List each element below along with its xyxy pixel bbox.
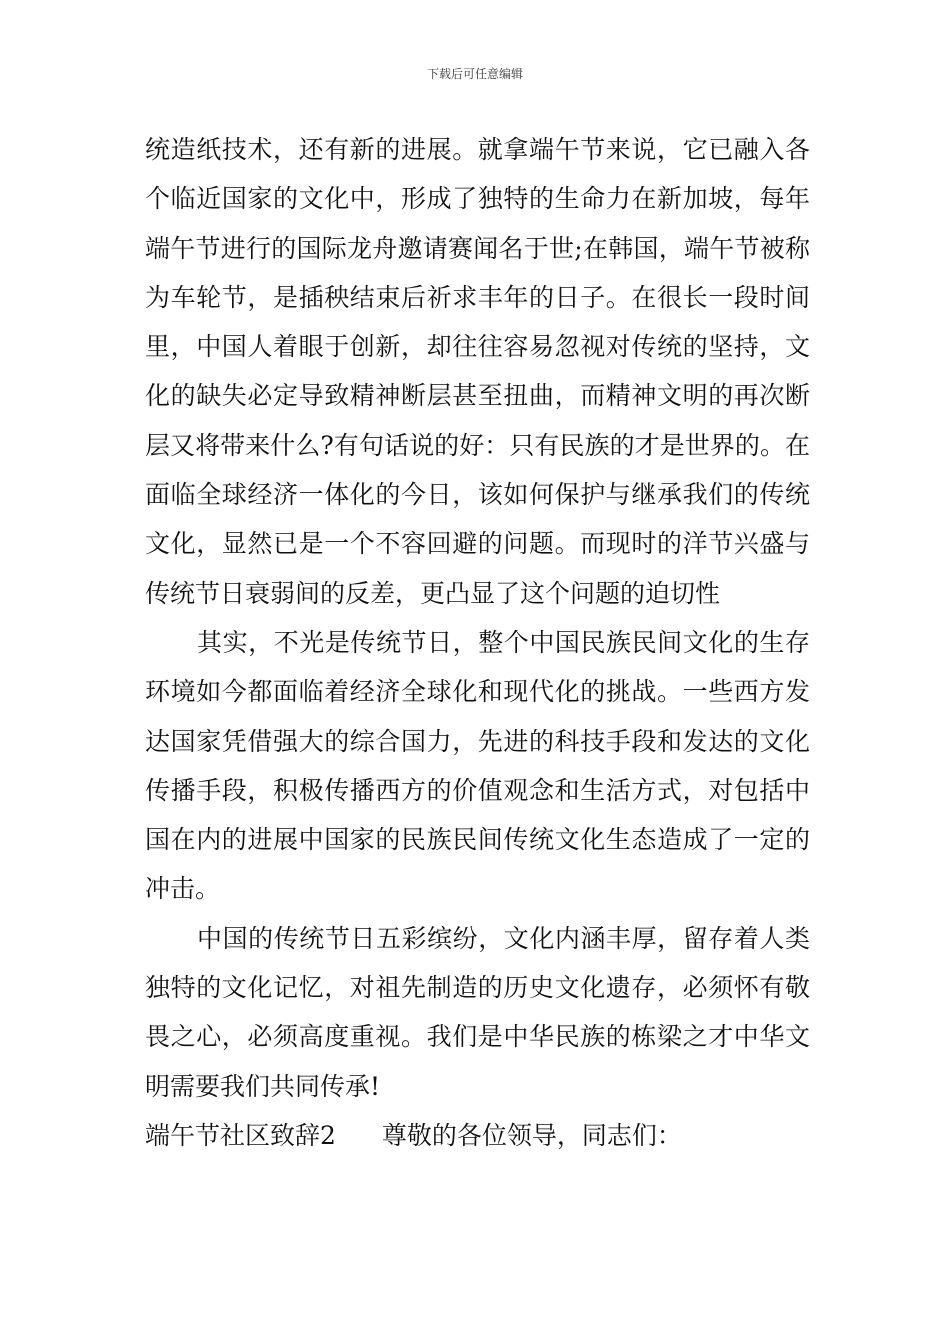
paragraph-conclusion: 中国的传统节日五彩缤纷，文化内涵丰厚，留存着人类独特的文化记忆，对祖先制造的历史文化遗存，必须怀有敬畏之心，必须高度重视。我们是中华民族的栋梁之才中华文明需要我们共同传承!	[145, 923, 810, 1101]
paragraph-globalization: 其实，不光是传统节日，整个中国民族民间文化的生存环境如今都面临着经济全球化和现代化的挑战。一些西方发达国家凭借强大的综合国力，先进的科技手段和发达的文化传播手段，积极传播西方的价值观念和生活方式，对包括中国在内的进展中国家的民族民间传统文化生态造成了一定的冲击。	[145, 627, 810, 904]
section-title: 端午节社区致辞2	[145, 1120, 336, 1150]
section-greeting: 尊敬的各位领导，同志们：	[381, 1120, 682, 1150]
section-heading-line	[145, 1111, 810, 1160]
paragraph-continuation: 统造纸技术，还有新的进展。就拿端午节来说，它已融入各个临近国家的文化中，形成了独特的生命力在新加坡，每年端午节进行的国际龙舟邀请赛闻名于世;在韩国，端午节被称为车轮节，是插秧结束后祈求丰年的日子。在很长一段时间里，中国人着眼于创新，却往往容易忽视对传统的坚持，文化的缺失必定导致精神断层甚至扭曲，而精神文明的再次断层又将带来什么?有句话说的好：只有民族的才是世界的。在面临全球经济一体化的今日，该如何保护与继承我们的传统文化，显然已是一个不容回避的问题。而现时的洋节兴盛与传统节日衰弱间的反差，更凸显了这个问题的迫切性	[145, 135, 810, 608]
page-header: 下载后可任意编辑	[426, 67, 523, 81]
document-body	[145, 125, 810, 1160]
